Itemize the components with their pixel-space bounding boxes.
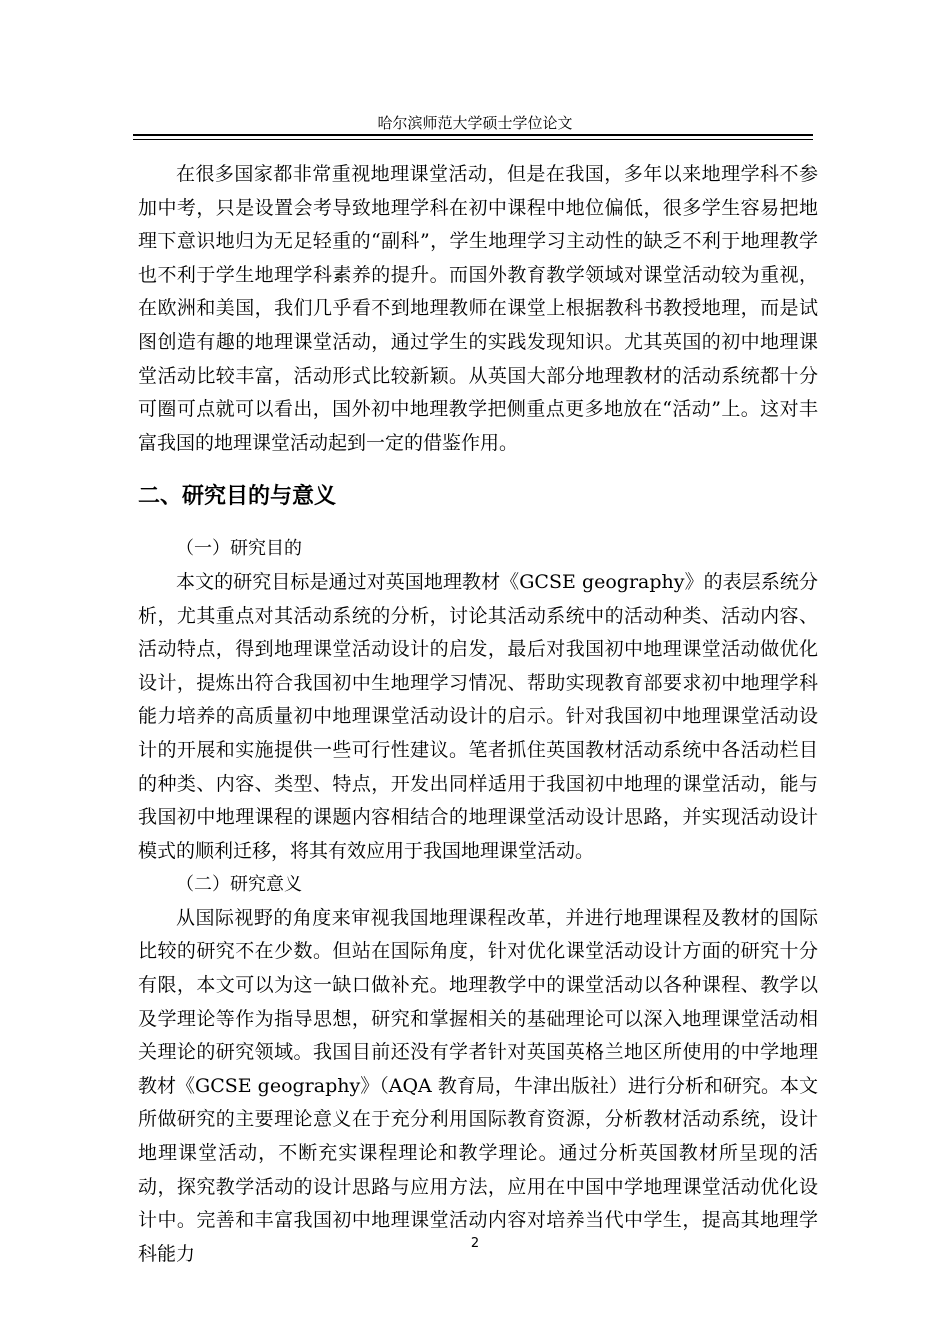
header-rule-thick xyxy=(133,134,813,136)
header-rule-thin xyxy=(133,139,813,140)
page-body xyxy=(138,158,818,1271)
running-header: 哈尔滨师范大学硕士学位论文 xyxy=(377,114,573,132)
section-heading: 二、研究目的与意义 xyxy=(138,484,337,510)
subheading-purpose: （一）研究目的 xyxy=(176,538,302,560)
subheading-significance: （二）研究意义 xyxy=(176,874,302,896)
paragraph-significance: 从国际视野的角度来审视我国地理课程改革，并进行地理课程及教材的国际比较的研究不在少数。但站在国际角度，针对优化课堂活动设计方面的研究十分有限，本文可以为这一缺口做补充。地理教学中的课堂活动以各种课程、教学以及学理论等作为指导思想，研究和掌握相关的基础理论可以深入地理课堂活动相关理论的研究领域。我国目前还没有学者针对英国英格兰地区所使用的中学地理教材《GCSE geography》（AQA 教育局，牛津出版社）进行分析和研究。本文所做研究的主要理论意义在于充分利用国际教育资源，分析教材活动系统，设计地理课堂活动，不断充实课程理论和教学理论。通过分析英国教材所呈现的活动，探究教学活动的设计思路与应用方法，应用在中国中学地理课堂活动优化设计中。完善和丰富我国初中地理课堂活动内容对培养当代中学生，提高其地理学科能力 xyxy=(138,906,818,1265)
paragraph-background: 在很多国家都非常重视地理课堂活动，但是在我国，多年以来地理学科不参加中考，只是设置会考导致地理学科在初中课程中地位偏低，很多学生容易把地理下意识地归为无足轻重的“副科”，学生地理学习主动性的缺乏不利于地理教学也不利于学生地理学科素养的提升。而国外教育教学领域对课堂活动较为重视，在欧洲和美国，我们几乎看不到地理教师在课堂上根据教科书教授地理，而是试图创造有趣的地理课堂活动，通过学生的实践发现知识。尤其英国的初中地理课堂活动比较丰富，活动形式比较新颖。从英国大部分地理教材的活动系统都十分可圈可点就可以看出，国外初中地理教学把侧重点更多地放在“活动”上。这对丰富我国的地理课堂活动起到一定的借鉴作用。 xyxy=(138,163,818,454)
page-number: 2 xyxy=(470,1236,480,1251)
paragraph-purpose: 本文的研究目标是通过对英国地理教材《GCSE geography》的表层系统分析，尤其重点对其活动系统的分析，讨论其活动系统中的活动种类、活动内容、活动特点，得到地理课堂活动设计的启发，最后对我国初中地理课堂活动做优化设计，提炼出符合我国初中生地理学习情况、帮助实现教育部要求初中地理学科能力培养的高质量初中地理课堂活动设计的启示。针对我国初中地理课堂活动设计的开展和实施提供一些可行性建议。笔者抓住英国教材活动系统中各活动栏目的种类、内容、类型、特点，开发出同样适用于我国初中地理的课堂活动，能与我国初中地理课程的课题内容相结合的地理课堂活动设计思路，并实现活动设计模式的顺利迁移，将其有效应用于我国地理课堂活动。 xyxy=(138,570,818,862)
